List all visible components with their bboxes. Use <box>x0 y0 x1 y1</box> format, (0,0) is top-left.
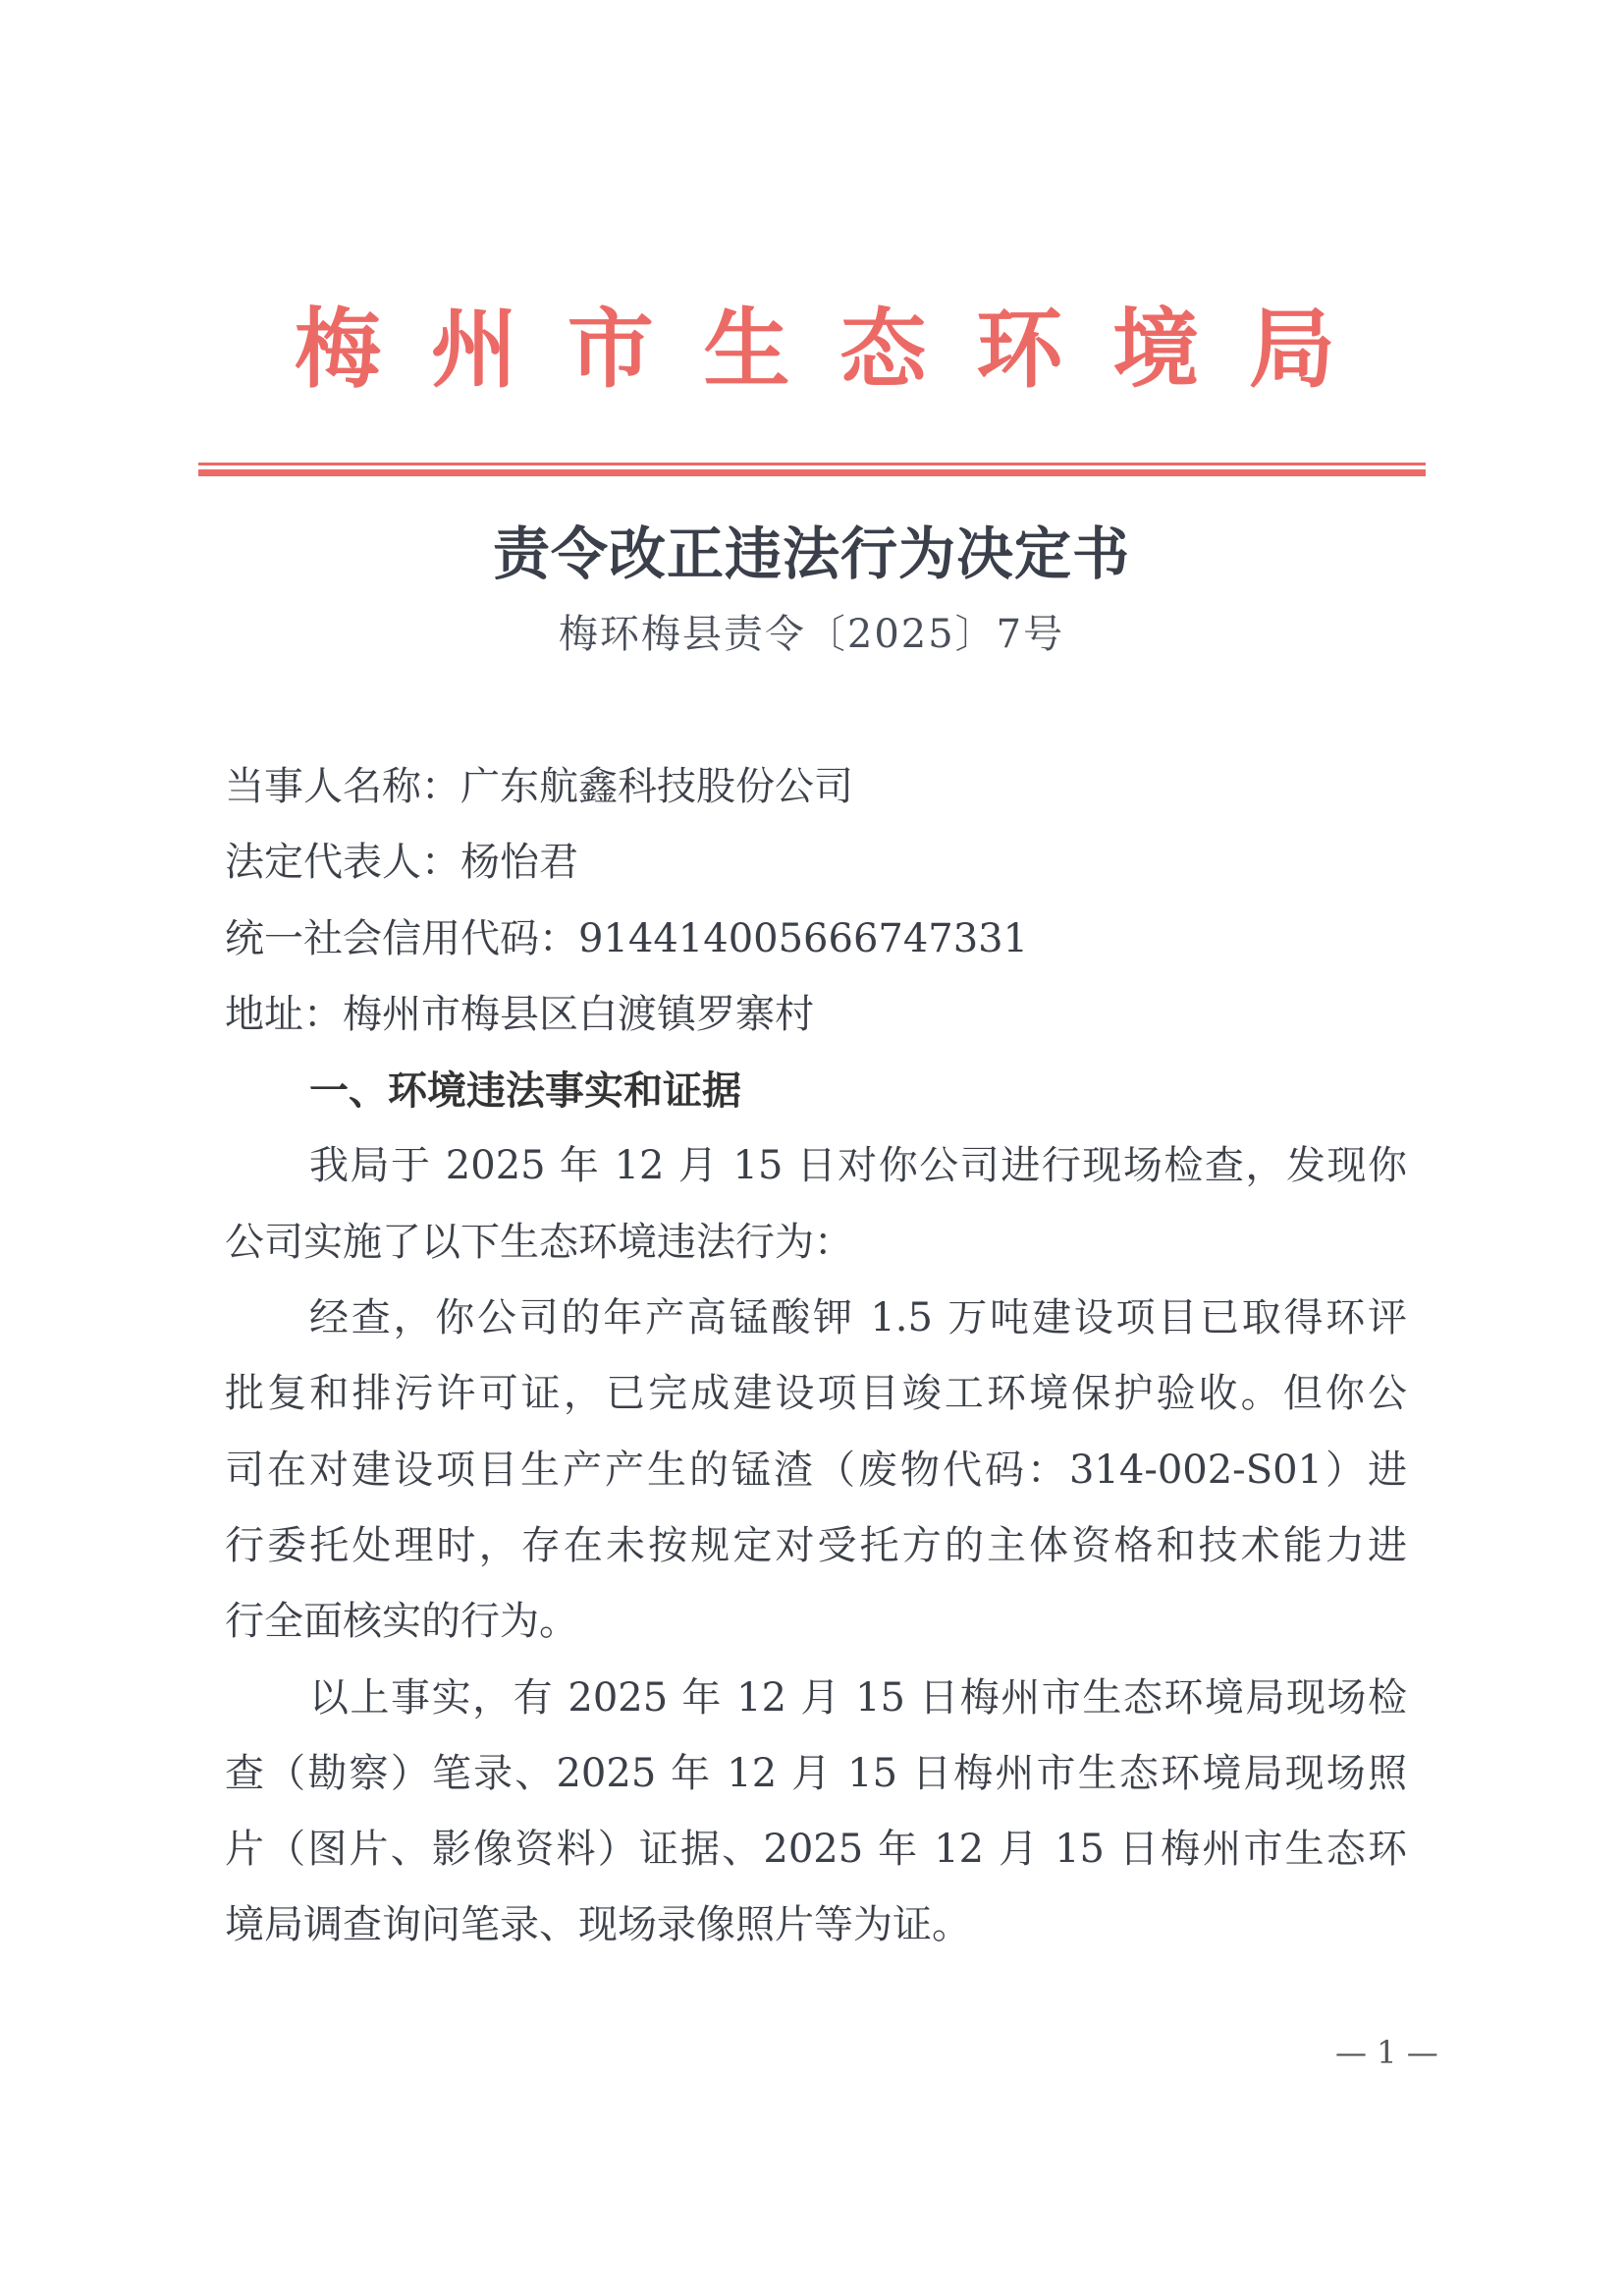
header-char: 态 <box>839 298 927 400</box>
red-divider-thin <box>198 463 1426 465</box>
paragraph-line: 行全面核实的行为。 <box>225 1599 578 1645</box>
document-body <box>225 749 1407 1964</box>
legal-representative: 法定代表人：杨怡君 <box>225 840 578 886</box>
document-number: 梅环梅县责令〔2025〕7号 <box>558 612 1065 657</box>
header-char: 生 <box>703 298 790 400</box>
party-name: 当事人名称：广东航鑫科技股份公司 <box>225 764 853 809</box>
header-char: 州 <box>430 298 517 400</box>
paragraph-line: 查（勘察）笔录、2025 年 12 月 15 日梅州市生态环境局现场照 <box>225 1750 1407 1796</box>
paragraph-line: 境局调查询问笔录、现场录像照片等为证。 <box>225 1902 971 1948</box>
header-char: 梅 <box>295 298 382 400</box>
paragraph-line: 批复和排污许可证，已完成建设项目竣工环境保护验收。但你公 <box>225 1371 1407 1417</box>
header-char: 市 <box>567 298 654 400</box>
paragraph-line: 片（图片、影像资料）证据、2025 年 12 月 15 日梅州市生态环 <box>225 1827 1407 1873</box>
paragraph-line: 司在对建设项目生产产生的锰渣（废物代码：314-002-S01）进 <box>225 1447 1407 1493</box>
header-char: 环 <box>976 298 1063 400</box>
paragraph-line: 公司实施了以下生态环境违法行为： <box>225 1219 853 1265</box>
credit-code: 统一社会信用代码：914414005666747331 <box>225 915 1029 961</box>
address: 地址：梅州市梅县区白渡镇罗寨村 <box>225 991 814 1037</box>
paragraph <box>225 1281 1407 1660</box>
issuing-authority-header <box>295 295 1335 403</box>
paragraph-line: 经查，你公司的年产高锰酸钾 1.5 万吨建设项目已取得环评 <box>309 1295 1407 1341</box>
document-title: 责令改正违法行为决定书 <box>492 520 1130 587</box>
paragraph-line: 以上事实，有 2025 年 12 月 15 日梅州市生态环境局现场检 <box>309 1674 1407 1721</box>
paragraph-line: 我局于 2025 年 12 月 15 日对你公司进行现场检查，发现你 <box>309 1143 1407 1189</box>
paragraph-line: 行委托处理时，存在未按规定对受托方的主体资格和技术能力进 <box>225 1522 1407 1568</box>
paragraph <box>225 1128 1407 1281</box>
header-char: 局 <box>1248 298 1335 400</box>
paragraph <box>225 1661 1407 1964</box>
header-char: 境 <box>1112 298 1200 400</box>
section-heading: 一、环境违法事实和证据 <box>309 1067 741 1115</box>
page-number: — 1 — <box>1335 2034 1438 2071</box>
red-divider-thick <box>198 469 1426 476</box>
